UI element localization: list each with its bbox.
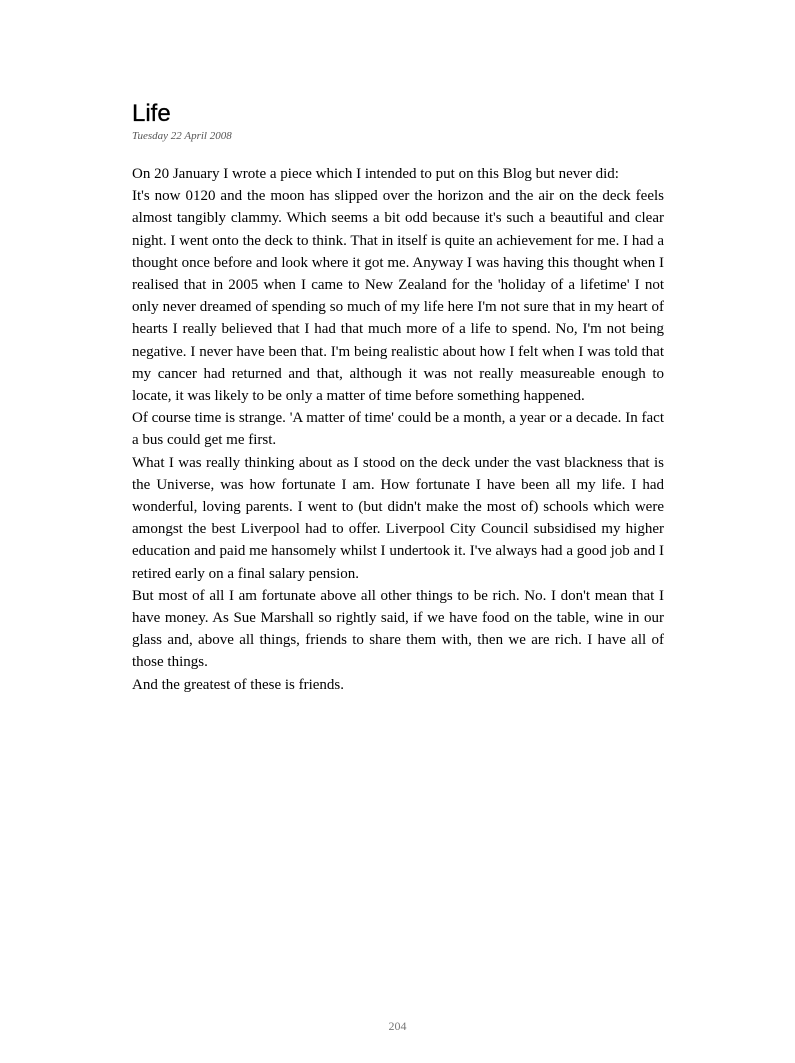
post-date: Tuesday 22 April 2008: [132, 130, 232, 142]
page-title: Life: [132, 100, 171, 127]
paragraph: But most of all I am fortunate above all other things to be rich. No. I don't mean that I have money. As Sue Marshall so rightly said, if we have food on the table, wine in our glass and, above all things, friends to share them with, then we are rich. I have all of those things.: [132, 587, 664, 671]
paragraph: What I was really thinking about as I stood on the deck under the vast blackness that is the Universe, was how fortunate I am. How fortunate I have been all my life. I had wonderful, loving parents. I went to (but didn't make the most of) schools which were amongst the best Liverpool had to offer. Liverpool City Council subsidised my higher education and paid me hansomely whilst I undertook it. I've always had a good job and I retired early on a final salary pension.: [132, 454, 664, 582]
paragraph: It's now 0120 and the moon has slipped over the horizon and the air on the deck feels almost tangibly clammy. Which seems a bit odd because it's such a beautiful and clear night. I went onto the deck to think. That in itself is quite an achievement for me. I had a thought once before and look where it got me. Anyway I was having this thought when I realised that in 2005 when I came to New Zealand for the 'holiday of a lifetime' I not only never dreamed of spending so much of my life here I'm not sure that in my heart of hearts I really believed that I had that much more of a life to spend. No, I'm not being negative. I never have been that. I'm being realistic about how I felt when I was told that my cancer had returned and that, although it was not really measureable enough to locate, it was likely to be only a matter of time before something happened.: [132, 188, 664, 405]
paragraph: And the greatest of these is friends.: [132, 676, 345, 693]
page-number: 204: [388, 1019, 407, 1033]
document-content: [132, 100, 664, 696]
paragraph: Of course time is strange. 'A matter of time' could be a month, a year or a decade. In fact a bus could get me first.: [132, 410, 664, 449]
body-text: [132, 163, 664, 696]
paragraph: On 20 January I wrote a piece which I intended to put on this Blog but never did:: [132, 166, 619, 182]
